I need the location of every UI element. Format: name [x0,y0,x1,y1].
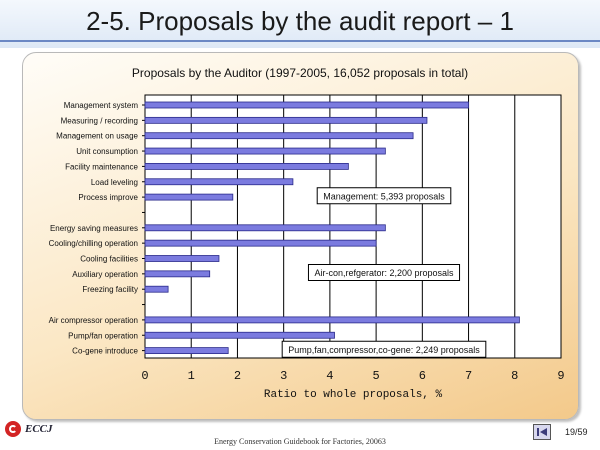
category-label: Unit consumption [76,147,138,157]
x-tick-label: 2 [233,369,242,383]
x-tick-label: 4 [326,369,334,383]
eccj-logo [5,421,53,437]
x-axis-label: Ratio to whole proposals, % [263,389,443,401]
bar [145,240,376,246]
bar [145,179,293,185]
category-label: Measuring / recording [60,116,138,126]
skip-back-icon [536,427,548,437]
annotation-box [317,188,451,204]
annotation-text: Management: 5,393 proposals [323,191,445,202]
bar [145,271,210,277]
x-tick-label: 5 [372,369,380,383]
x-tick-label: 1 [187,369,195,383]
x-tick-label: 3 [280,369,288,383]
logo-text: ECCJ [25,423,53,435]
category-label: Cooling/chilling operation [48,239,138,249]
annotation-text: Pump,fan,compressor,co-gene: 2,249 proposals [288,344,480,355]
chart-title: Proposals by the Auditor (1997-2005, 16,052 proposals in total) [131,66,469,80]
bar [145,286,168,292]
x-tick-label: 9 [557,369,565,383]
x-tick-label: 7 [464,369,473,383]
bar [145,348,228,354]
annotation-box [308,265,459,281]
bar [145,194,233,200]
bar [145,133,413,139]
category-label: Process improve [78,193,138,203]
annotation-box [282,341,486,357]
first-slide-button[interactable] [533,424,551,440]
category-label: Air compressor operation [48,315,138,325]
x-tick-label: 8 [511,369,519,383]
bar [145,317,519,323]
category-label: Co-gene introduce [72,346,138,356]
category-label: Load leveling [90,177,138,187]
bar [145,102,469,108]
bar [145,256,219,262]
x-tick-label: 6 [418,369,426,383]
category-label: Management on usage [56,131,138,141]
bar [145,117,427,123]
category-label: Management system [63,101,138,110]
x-tick-label: 0 [141,369,149,383]
category-label: Cooling facilities [80,254,138,264]
category-label: Pump/fan operation [68,331,138,341]
category-label: Auxiliary operation [72,269,138,279]
category-label: Freezing facility [82,285,138,295]
bar [145,163,348,169]
bar [145,332,335,338]
bar [145,225,385,231]
footer-text: Energy Conservation Guidebook for Factories, 20063 [214,437,386,446]
bar [145,148,385,154]
eccj-logo-mark-icon [5,421,21,437]
annotation-text: Air-con,refgerator: 2,200 proposals [314,268,454,278]
category-label: Facility maintenance [65,162,138,172]
slide-title: 2-5. Proposals by the audit report – 1 [86,6,514,36]
page-number: 19/59 [565,427,588,437]
category-label: Energy saving measures [49,223,138,233]
